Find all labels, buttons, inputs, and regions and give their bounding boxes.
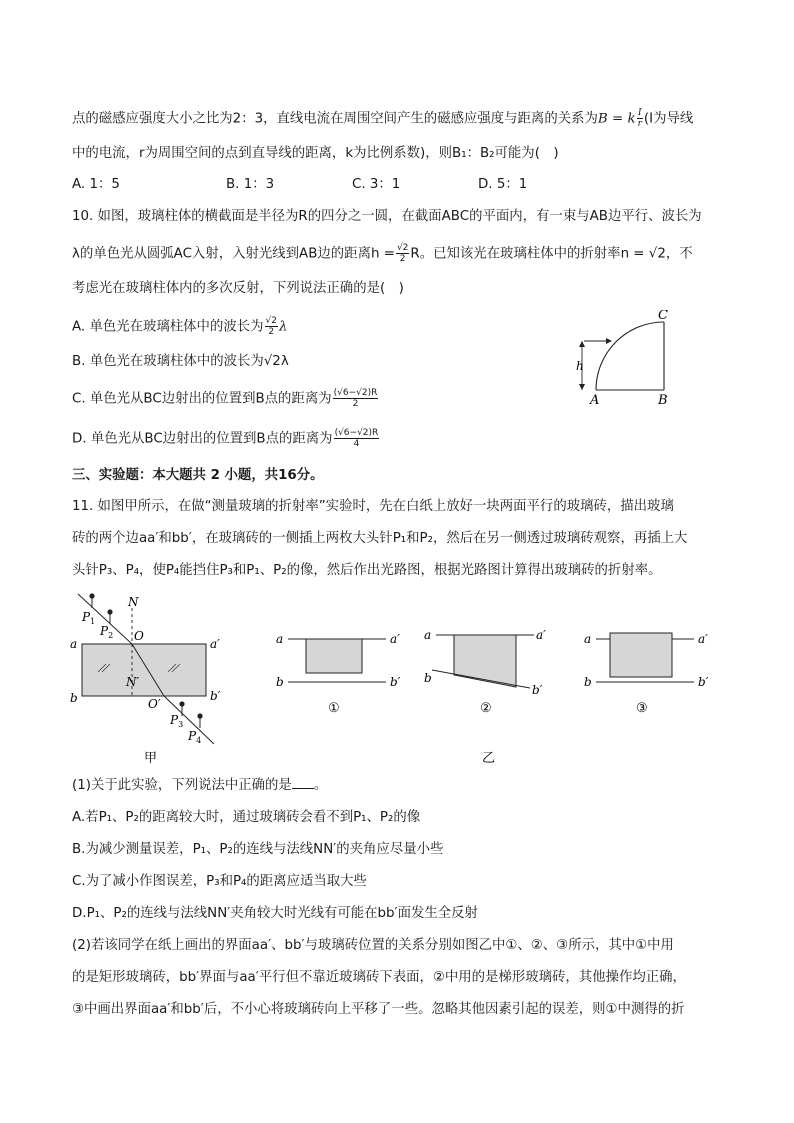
d3-label-b: b <box>584 675 592 689</box>
q10-option-c <box>72 388 379 410</box>
d3-label-a-prime: a′ <box>698 632 708 646</box>
q11-line-1: 11. 如图甲所示，在做“测量玻璃的折射率”实验时，先在白纸上放好一块两面平行的玻璃砖，描出玻璃 <box>72 499 674 514</box>
q11-sub2-line-1: (2)若该同学在纸上画出的界面aa′、bb′与玻璃砖位置的关系分别如图乙中①、②、③所示，其中①中用 <box>72 938 674 953</box>
q11-sub2-line-2: 的是矩形玻璃砖，bb′界面与aa′平行但不靠近玻璃砖下表面，②中用的是梯形玻璃砖，其他操作均正确， <box>72 970 686 985</box>
q10-line-2 <box>72 243 693 265</box>
p-letter: P <box>188 729 197 743</box>
q9-text-end: (I为导线 <box>643 111 694 127</box>
p-letter: P <box>100 624 109 638</box>
label-p1 <box>81 610 95 626</box>
answer-blank <box>292 776 314 789</box>
q10-option-d <box>72 428 380 450</box>
caption-yi: 乙 <box>482 751 496 766</box>
sub1-end: 。 <box>313 778 328 793</box>
d2-number: ② <box>480 701 492 716</box>
subscript: 4 <box>196 736 202 745</box>
figure-yi <box>268 620 718 770</box>
subscript: 3 <box>178 720 184 729</box>
label-b-prime: b′ <box>210 689 221 703</box>
label-n: N <box>128 595 139 609</box>
label-p4 <box>187 729 201 745</box>
q11-option-c: C.为了减小作图误差，P₃和P₄的距离应适当取大些 <box>72 874 367 889</box>
pin-p2-head <box>107 609 112 614</box>
d2-label-b: b <box>424 671 432 685</box>
quarter-circle-figure <box>570 310 680 410</box>
frac-den: 4 <box>353 439 360 449</box>
label-b: b <box>70 691 78 705</box>
q9-line-2: 中的电流，r为周围空间的点到直导线的距离，k为比例系数)，则B₁：B₂可能为( ) <box>72 146 559 161</box>
d3-number: ③ <box>636 701 648 716</box>
h-arrow-top <box>579 341 585 347</box>
fraction <box>334 428 380 449</box>
glass-block <box>82 644 206 696</box>
frac-den: r <box>637 119 642 129</box>
d1-glass <box>306 639 362 673</box>
q9-option-d: D. 5：1 <box>478 177 528 192</box>
figure-jia <box>64 590 244 770</box>
q10-line-3: 考虑光在玻璃柱体内的多次反射，下列说法正确的是( ) <box>72 281 404 296</box>
pin-p4-head <box>197 713 202 718</box>
fraction-sqrt2-over-2 <box>396 243 409 264</box>
d1-label-a: a <box>276 632 284 646</box>
ray-arrow <box>606 338 612 344</box>
label-a: A <box>590 393 600 408</box>
q11-line-3: 头针P₃、P₄，使P₄能挡住P₃和P₁、P₂的像，然后作出光路图，根据光路图计算得出玻璃砖的折射率。 <box>72 563 662 578</box>
label-n-prime: N′ <box>126 675 140 689</box>
fraction <box>265 316 278 337</box>
label-a: a <box>70 637 78 651</box>
label-c: C <box>658 310 668 323</box>
pin-p3-head <box>179 701 184 706</box>
d1-label-b: b <box>276 675 284 689</box>
p-letter: P <box>170 713 179 727</box>
lambda: λ <box>278 319 288 335</box>
d3-label-a: a <box>584 632 592 646</box>
d1-label-a-prime: a′ <box>390 632 400 646</box>
frac-num: √2 <box>396 243 409 253</box>
d1-label-b-prime: b′ <box>390 675 401 689</box>
q9-line-1 <box>72 108 693 130</box>
d3-glass <box>610 633 672 677</box>
label-p3 <box>169 713 183 729</box>
label-b: B <box>658 393 668 408</box>
q11-sub2-line-3: ③中画出界面aa′和bb′后，不小心将玻璃砖向上平移了一些。忽略其他因素引起的误差，则①中测得的折 <box>72 1002 685 1017</box>
frac-num: (√6−√2)R <box>334 428 379 438</box>
d2-label-a: a <box>424 628 432 642</box>
d2-trapezoid-glass <box>454 635 516 687</box>
q10-text: λ的单色光从圆弧AC入射，入射光线到AB边的距离h = <box>72 246 395 262</box>
q9-option-c: C. 3：1 <box>352 177 401 192</box>
q11-sub1 <box>72 776 327 796</box>
label-p2 <box>99 624 113 640</box>
option-text: A. 单色光在玻璃柱体中的波长为 <box>72 319 264 335</box>
fraction <box>333 388 379 409</box>
frac-num: (√6−√2)R <box>333 388 378 398</box>
option-text: C. 单色光从BC边射出的位置到B点的距离为 <box>72 391 332 407</box>
q9-text: 点的磁感应强度大小之比为2：3，直线电流在周围空间产生的磁感应强度与距离的关系为 <box>72 111 598 127</box>
q10-line-1: 10. 如图，玻璃柱体的横截面是半径为R的四分之一圆，在截面ABC的平面内，有一束与AB边平行、波长为 <box>72 209 702 224</box>
label-h: h <box>576 359 584 373</box>
section-3-heading: 三、实验题：本大题共 2 小题，共16分。 <box>72 468 324 483</box>
label-o-prime: O′ <box>148 697 161 711</box>
sub1-text: (1)关于此实验，下列说法中正确的是 <box>72 778 292 793</box>
q11-option-a: A.若P₁、P₂的距离较大时，通过玻璃砖会看不到P₁、P₂的像 <box>72 810 421 825</box>
q11-line-2: 砖的两个边aa′和bb′，在玻璃砖的一侧插上两枚大头针P₁和P₂，然后在另一侧透过玻璃砖观察，再插上大 <box>72 531 688 546</box>
q10-text-end: R。已知该光在玻璃柱体中的折射率n = √2，不 <box>410 246 693 262</box>
q10-option-a <box>72 316 287 338</box>
option-text: D. 单色光从BC边射出的位置到B点的距离为 <box>72 431 333 447</box>
formula-b: B = k <box>597 111 636 127</box>
frac-num: I <box>637 108 642 118</box>
h-arrow-bottom <box>579 384 585 390</box>
pin-p1-head <box>89 593 94 598</box>
quarter-arc <box>596 322 664 390</box>
subscript: 1 <box>90 617 96 626</box>
frac-den: 2 <box>352 399 359 409</box>
d2-label-b-prime: b′ <box>532 683 543 697</box>
frac-den: 2 <box>399 254 406 264</box>
label-o: O <box>134 629 144 643</box>
q9-option-a: A. 1：5 <box>72 177 120 192</box>
q10-option-b: B. 单色光在玻璃柱体中的波长为√2λ <box>72 354 289 369</box>
frac-den: 2 <box>268 327 275 337</box>
subscript: 2 <box>108 631 114 640</box>
d1-number: ① <box>328 701 340 716</box>
q11-option-b: B.为减少测量误差，P₁、P₂的连线与法线NN′的夹角应尽量小些 <box>72 842 444 857</box>
p-letter: P <box>82 610 91 624</box>
label-a-prime: a′ <box>210 637 220 651</box>
q11-option-d: D.P₁、P₂的连线与法线NN′夹角较大时光线有可能在bb′面发生全反射 <box>72 906 478 921</box>
caption-jia: 甲 <box>144 751 158 766</box>
d3-label-b-prime: b′ <box>698 675 709 689</box>
frac-num: √2 <box>265 316 277 326</box>
q9-option-b: B. 1：3 <box>226 177 275 192</box>
d2-label-a-prime: a′ <box>536 628 546 642</box>
fraction-i-over-r <box>637 108 643 129</box>
